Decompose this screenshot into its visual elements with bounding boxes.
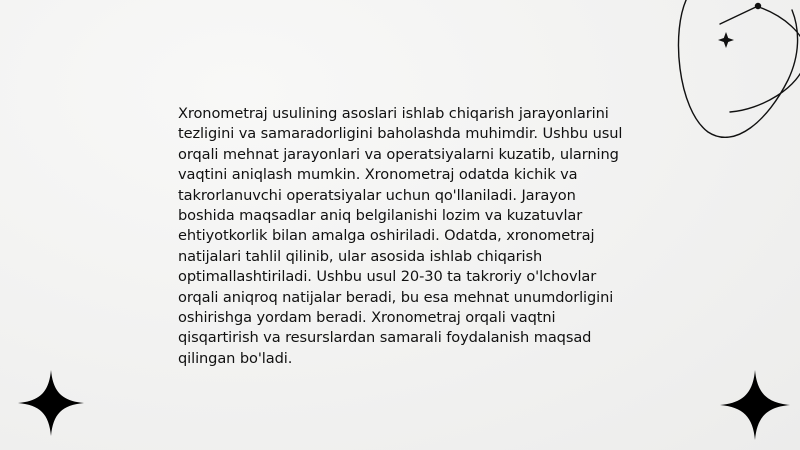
body-paragraph: Xronometraj usulining asoslari ishlab chiqarish jarayonlarini tezligini va samaradorligini baholashda muhimdir. Ushbu usul orqali mehnat jarayonlari va operatsiyalarni kuzatib, ularning vaqtini aniqlash mumkin. Xronometraj odatda kichik va takrorlanuvchi operatsiyalar uchun qo'llaniladi. Jarayon boshida maqsadlar aniq belgilanishi lozim va kuzatuvlar ehtiyotkorlik bilan amalga oshiriladi. Odatda, xronometraj natijalari tahlil qilinib, ular asosida ishlab chiqarish optimallashtiriladi. Ushbu usul 20-30 ta takroriy o'lchovlar orqali aniqroq natijalar beradi, bu esa mehnat unumdorligini oshirishga yordam beradi. Xronometraj orqali vaqtni qisqartirish va resurslardan samarali foydalanish maqsad qilingan bo'ladi. bbox=[178, 105, 623, 367]
orbit-lines-icon bbox=[660, 0, 800, 150]
four-point-star-icon bbox=[18, 370, 84, 436]
four-point-star-icon bbox=[720, 370, 790, 440]
